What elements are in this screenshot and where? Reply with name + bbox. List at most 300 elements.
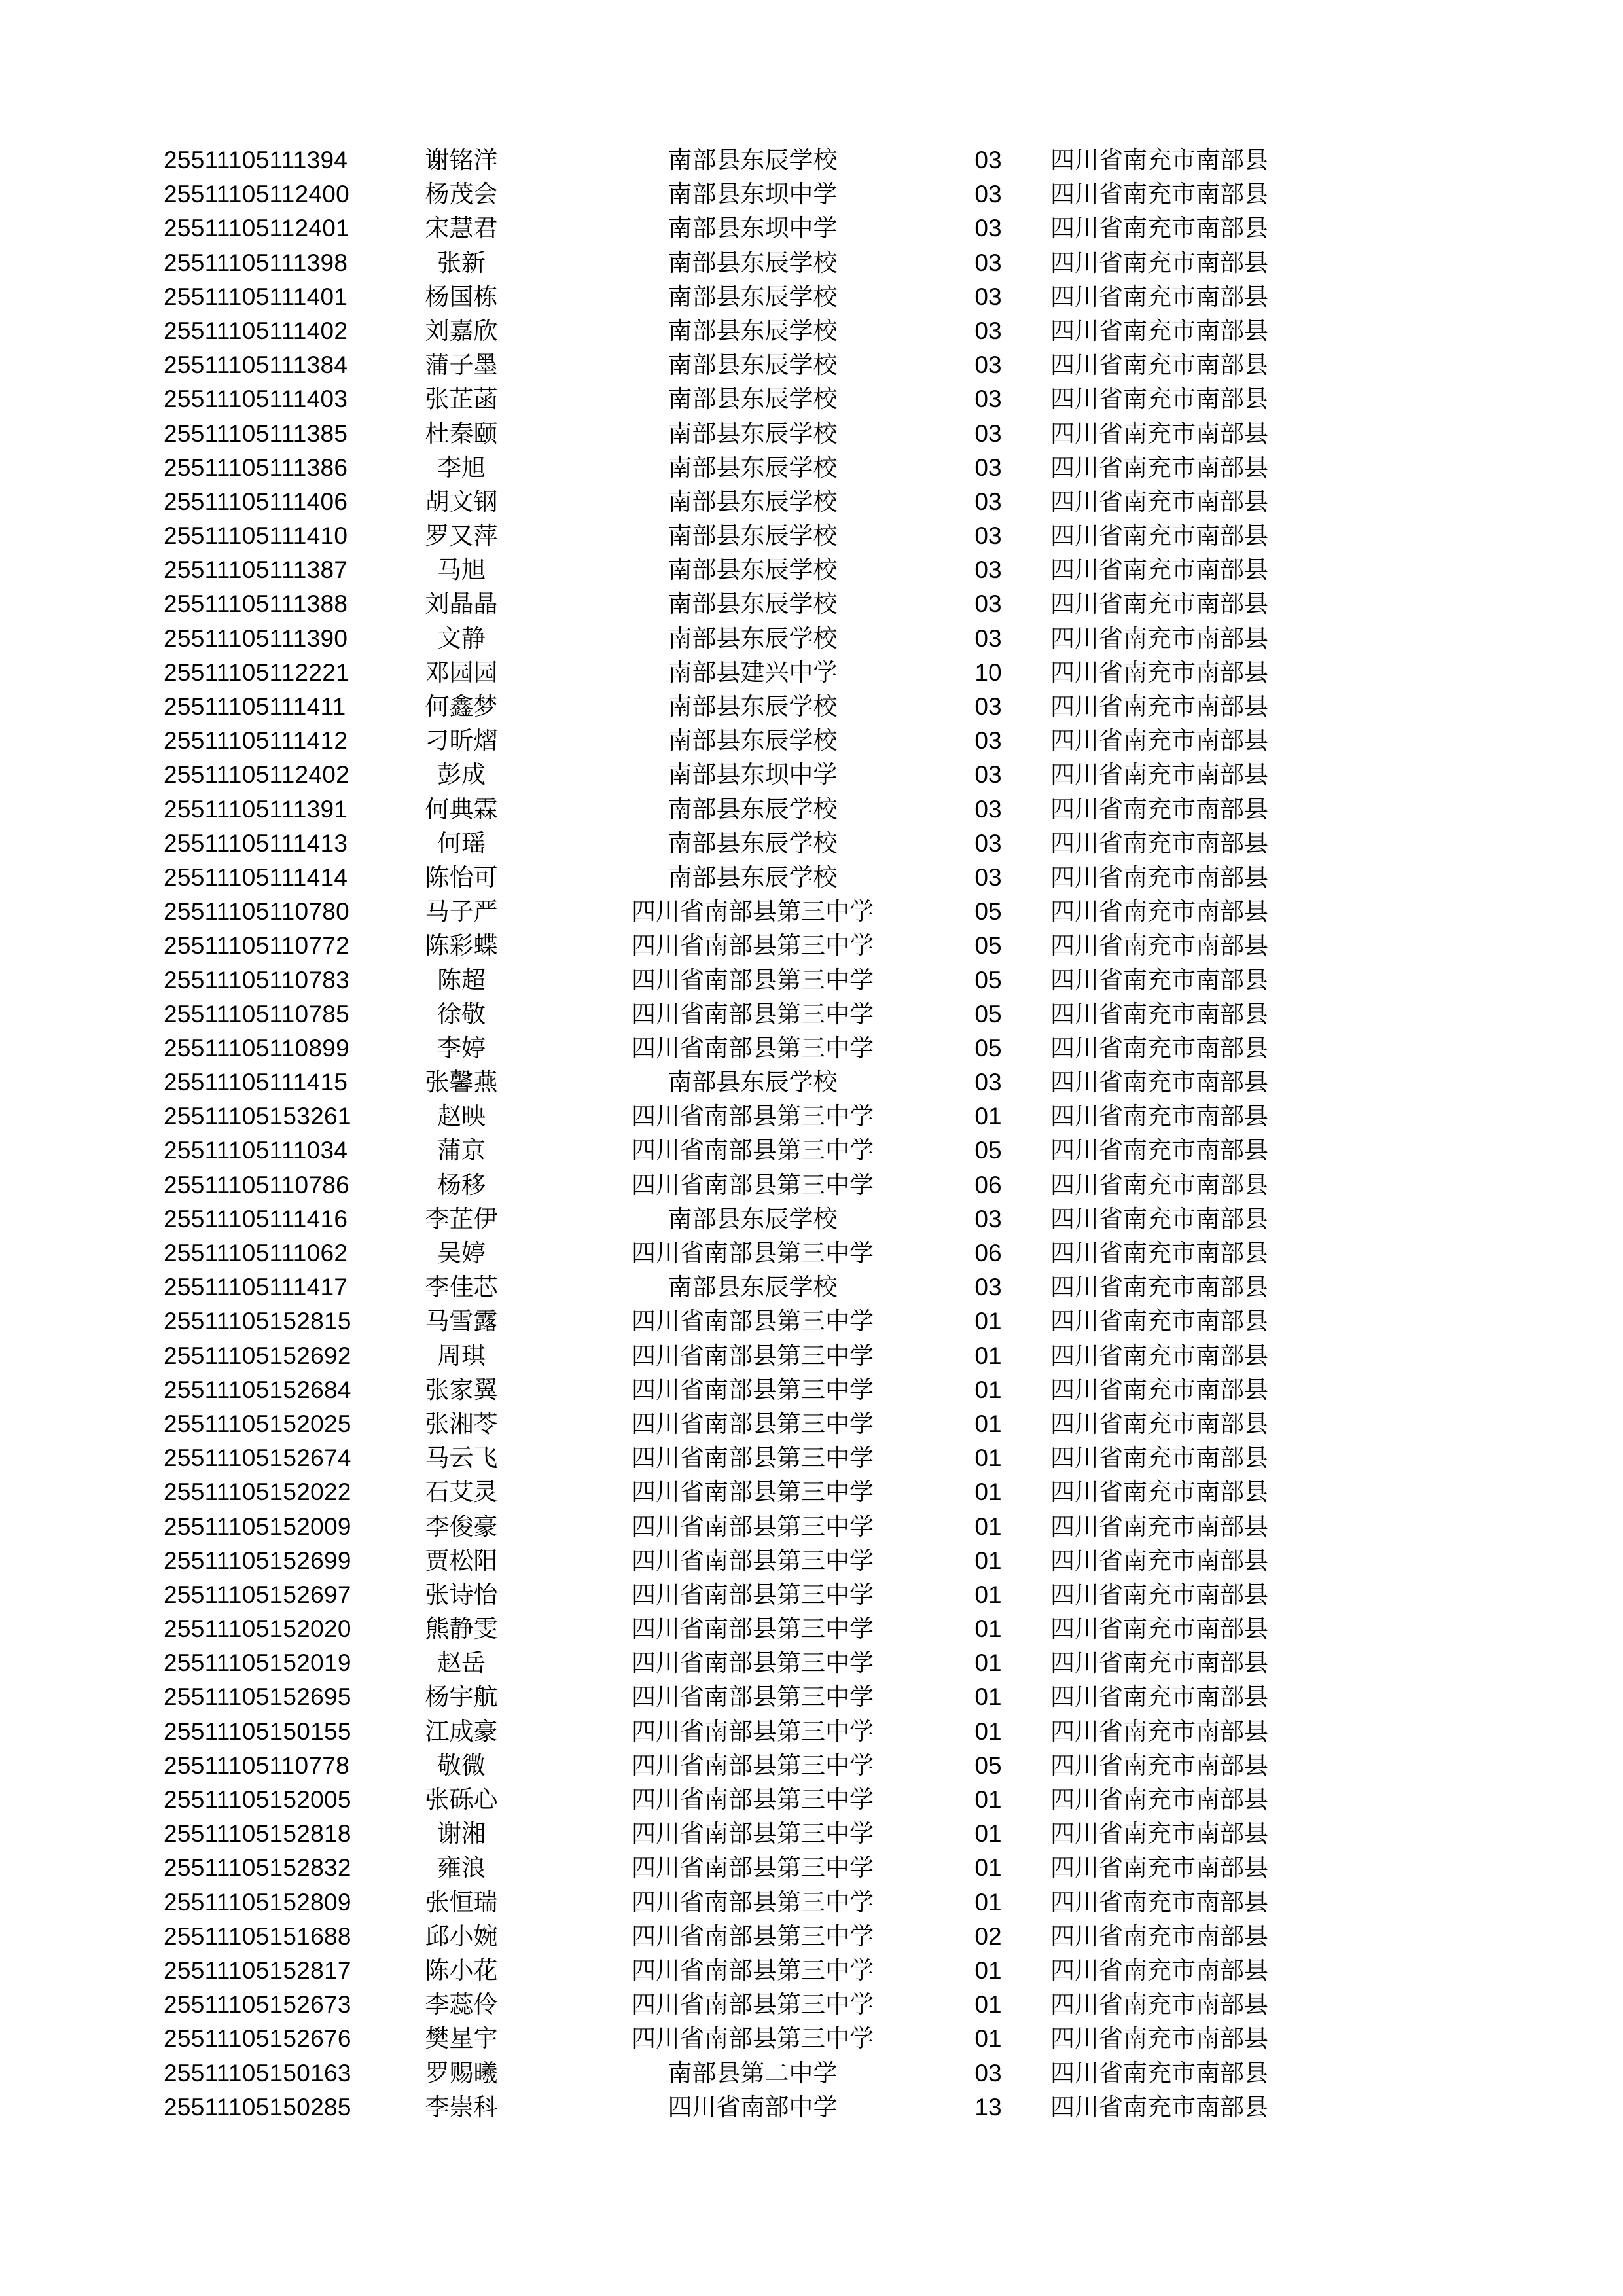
school-name-cell: 南部县东辰学校	[668, 522, 838, 550]
region-cell: 四川省南充市南部县	[1050, 1990, 1268, 2019]
table-row	[0, 963, 1623, 997]
region-cell: 四川省南充市南部县	[1050, 1615, 1268, 1643]
table-row	[0, 861, 1623, 895]
table-row	[0, 1886, 1623, 1920]
student-name-cell: 马云飞	[425, 1444, 498, 1473]
student-id-cell: 25511105152815	[164, 1308, 351, 1335]
school-name-cell: 四川省南部县第三中学	[632, 1444, 874, 1473]
region-cell: 四川省南充市南部县	[1050, 1102, 1268, 1131]
table-row	[0, 1168, 1623, 1202]
student-id-cell: 25511105111390	[164, 624, 348, 652]
school-name-cell: 南部县东辰学校	[668, 385, 838, 414]
table-row	[0, 690, 1623, 724]
table-row	[0, 827, 1623, 861]
category-code-cell: 03	[974, 488, 1002, 515]
category-code-cell: 03	[974, 761, 1002, 789]
student-id-cell: 25511105153261	[164, 1103, 351, 1130]
table-row	[0, 1270, 1623, 1304]
student-id-cell: 25511105112401	[164, 215, 350, 242]
category-code-cell: 01	[974, 2025, 1002, 2053]
student-id-cell: 25511105152832	[164, 1854, 351, 1882]
student-list-table	[0, 143, 1623, 2125]
student-id-cell: 25511105111385	[164, 420, 348, 447]
student-id-cell: 25511105152019	[164, 1649, 351, 1677]
table-row	[0, 2022, 1623, 2056]
table-row	[0, 1817, 1623, 1851]
student-id-cell: 25511105110899	[164, 1034, 350, 1062]
student-name-cell: 杨茂会	[425, 180, 498, 209]
region-cell: 四川省南充市南部县	[1050, 1820, 1268, 1848]
student-name-cell: 张馨燕	[425, 1068, 498, 1097]
category-code-cell: 03	[974, 590, 1002, 618]
student-name-cell: 马雪露	[425, 1307, 498, 1336]
student-name-cell: 赵映	[437, 1102, 486, 1131]
student-name-cell: 贾松阳	[425, 1546, 498, 1575]
school-name-cell: 四川省南部县第三中学	[632, 1375, 874, 1404]
student-name-cell: 徐敬	[437, 999, 486, 1028]
region-cell: 四川省南充市南部县	[1050, 931, 1268, 960]
region-cell: 四川省南充市南部县	[1050, 1375, 1268, 1404]
student-id-cell: 25511105111394	[164, 147, 348, 173]
student-name-cell: 李崇科	[425, 2092, 498, 2121]
school-name-cell: 四川省南部县第三中学	[632, 931, 874, 960]
category-code-cell: 05	[974, 932, 1002, 960]
student-name-cell: 赵岳	[437, 1649, 486, 1677]
category-code-cell: 01	[974, 1854, 1002, 1882]
category-code-cell: 01	[974, 1991, 1002, 2018]
student-id-cell: 25511105111410	[164, 522, 348, 550]
school-name-cell: 四川省南部县第三中学	[632, 1102, 874, 1131]
student-id-cell: 25511105152809	[164, 1888, 351, 1916]
category-code-cell: 01	[974, 1308, 1002, 1335]
student-id-cell: 25511105150155	[164, 1717, 351, 1745]
category-code-cell: 03	[974, 1205, 1002, 1232]
school-name-cell: 南部县东辰学校	[668, 795, 838, 823]
student-name-cell: 何鑫梦	[425, 692, 498, 721]
region-cell: 四川省南充市南部县	[1050, 1273, 1268, 1302]
table-row	[0, 1612, 1623, 1646]
category-code-cell: 03	[974, 2059, 1002, 2087]
student-name-cell: 杨移	[437, 1170, 486, 1199]
school-name-cell: 南部县东坝中学	[668, 180, 838, 209]
student-id-cell: 25511105111388	[164, 590, 348, 618]
table-row	[0, 553, 1623, 587]
region-cell: 四川省南充市南部县	[1050, 1444, 1268, 1473]
school-name-cell: 南部县东辰学校	[668, 556, 838, 584]
student-id-cell: 25511105111406	[164, 488, 348, 515]
table-row	[0, 587, 1623, 621]
category-code-cell: 03	[974, 795, 1002, 823]
school-name-cell: 南部县东辰学校	[668, 248, 838, 277]
student-name-cell: 胡文钢	[425, 487, 498, 516]
school-name-cell: 南部县东辰学校	[668, 692, 838, 721]
table-row	[0, 314, 1623, 348]
school-name-cell: 四川省南部县第三中学	[632, 1409, 874, 1438]
category-code-cell: 03	[974, 283, 1002, 310]
student-id-cell: 25511105152684	[164, 1376, 351, 1403]
category-code-cell: 03	[974, 420, 1002, 447]
student-name-cell: 邓园园	[425, 658, 498, 687]
category-code-cell: 05	[974, 898, 1002, 925]
student-name-cell: 陈怡可	[425, 863, 498, 891]
region-cell: 四川省南充市南部县	[1050, 1922, 1268, 1950]
school-name-cell: 南部县东辰学校	[668, 1273, 838, 1302]
student-id-cell: 25511105111413	[164, 829, 348, 857]
student-id-cell: 25511105111386	[164, 454, 348, 481]
table-row	[0, 1304, 1623, 1338]
school-name-cell: 四川省南部县第三中学	[632, 1854, 874, 1882]
category-code-cell: 03	[974, 351, 1002, 379]
category-code-cell: 13	[974, 2093, 1002, 2121]
school-name-cell: 四川省南部县第三中学	[632, 1307, 874, 1336]
school-name-cell: 南部县东辰学校	[668, 351, 838, 380]
student-name-cell: 谢湘	[437, 1820, 486, 1848]
school-name-cell: 四川省南部县第三中学	[632, 1956, 874, 1984]
region-cell: 四川省南充市南部县	[1050, 1785, 1268, 1814]
student-name-cell: 张砾心	[425, 1785, 498, 1814]
student-name-cell: 邱小婉	[425, 1922, 498, 1950]
table-row	[0, 622, 1623, 656]
category-code-cell: 06	[974, 1171, 1002, 1198]
student-name-cell: 刘嘉欣	[425, 316, 498, 345]
school-name-cell: 南部县东辰学校	[668, 863, 838, 891]
school-name-cell: 南部县东坝中学	[668, 761, 838, 789]
region-cell: 四川省南充市南部县	[1050, 214, 1268, 243]
student-name-cell: 彭成	[437, 761, 486, 789]
region-cell: 四川省南充市南部县	[1050, 1068, 1268, 1097]
school-name-cell: 四川省南部县第三中学	[632, 1033, 874, 1062]
student-id-cell: 25511105152676	[164, 2025, 351, 2053]
table-row	[0, 1578, 1623, 1612]
student-name-cell: 江成豪	[425, 1717, 498, 1746]
school-name-cell: 四川省南部县第三中学	[632, 999, 874, 1028]
student-id-cell: 25511105111414	[164, 863, 348, 891]
region-cell: 四川省南充市南部县	[1050, 2058, 1268, 2087]
school-name-cell: 四川省南部中学	[668, 2092, 838, 2121]
student-id-cell: 25511105150285	[164, 2093, 351, 2121]
region-cell: 四川省南充市南部县	[1050, 1717, 1268, 1746]
student-id-cell: 25511105152020	[164, 1615, 351, 1643]
region-cell: 四川省南充市南部县	[1050, 1956, 1268, 1984]
student-id-cell: 25511105110780	[164, 898, 350, 925]
category-code-cell: 01	[974, 1479, 1002, 1506]
student-id-cell: 25511105152673	[164, 1991, 351, 2018]
student-id-cell: 25511105111384	[164, 351, 348, 379]
category-code-cell: 05	[974, 1137, 1002, 1164]
category-code-cell: 01	[974, 1444, 1002, 1472]
region-cell: 四川省南充市南部县	[1050, 316, 1268, 345]
student-id-cell: 25511105151688	[164, 1922, 351, 1950]
student-id-cell: 25511105112402	[164, 761, 350, 789]
category-code-cell: 03	[974, 454, 1002, 481]
region-cell: 四川省南充市南部县	[1050, 1136, 1268, 1165]
school-name-cell: 四川省南部县第三中学	[632, 1512, 874, 1541]
category-code-cell: 03	[974, 1274, 1002, 1301]
category-code-cell: 03	[974, 1069, 1002, 1096]
table-row	[0, 382, 1623, 416]
category-code-cell: 03	[974, 317, 1002, 344]
region-cell: 四川省南充市南部县	[1050, 1649, 1268, 1677]
student-name-cell: 陈小花	[425, 1956, 498, 1984]
region-cell: 四川省南充市南部县	[1050, 1580, 1268, 1609]
region-cell: 四川省南充市南部县	[1050, 658, 1268, 687]
table-row	[0, 1066, 1623, 1100]
category-code-cell: 03	[974, 863, 1002, 891]
table-row	[0, 1988, 1623, 2022]
school-name-cell: 四川省南部县第三中学	[632, 1922, 874, 1950]
table-row	[0, 519, 1623, 553]
school-name-cell: 四川省南部县第三中学	[632, 1751, 874, 1780]
table-row	[0, 280, 1623, 314]
category-code-cell: 01	[974, 1513, 1002, 1540]
region-cell: 四川省南充市南部县	[1050, 522, 1268, 550]
table-row	[0, 1373, 1623, 1407]
school-name-cell: 南部县东辰学校	[668, 829, 838, 857]
category-code-cell: 03	[974, 249, 1002, 276]
category-code-cell: 10	[974, 658, 1002, 686]
student-name-cell: 蒲子墨	[425, 351, 498, 380]
table-row	[0, 1510, 1623, 1544]
school-name-cell: 四川省南部县第三中学	[632, 1990, 874, 2019]
student-name-cell: 熊静雯	[425, 1615, 498, 1643]
category-code-cell: 03	[974, 215, 1002, 242]
student-id-cell: 25511105111411	[164, 693, 346, 720]
student-id-cell: 25511105152818	[164, 1820, 351, 1848]
student-id-cell: 25511105110772	[164, 932, 350, 960]
table-row	[0, 246, 1623, 280]
student-id-cell: 25511105152025	[164, 1410, 351, 1437]
school-name-cell: 南部县东辰学校	[668, 453, 838, 482]
category-code-cell: 01	[974, 1410, 1002, 1437]
school-name-cell: 四川省南部县第三中学	[632, 1239, 874, 1267]
student-id-cell: 25511105152699	[164, 1547, 351, 1574]
school-name-cell: 四川省南部县第三中学	[632, 1615, 874, 1643]
category-code-cell: 01	[974, 1717, 1002, 1745]
category-code-cell: 03	[974, 522, 1002, 550]
table-row	[0, 485, 1623, 519]
table-row	[0, 143, 1623, 177]
table-row	[0, 895, 1623, 929]
school-name-cell: 南部县东辰学校	[668, 624, 838, 653]
student-id-cell: 25511105111417	[164, 1274, 348, 1301]
student-name-cell: 张恒瑞	[425, 1888, 498, 1916]
region-cell: 四川省南充市南部县	[1050, 761, 1268, 789]
region-cell: 四川省南充市南部县	[1050, 1033, 1268, 1062]
school-name-cell: 南部县东辰学校	[668, 282, 838, 311]
school-name-cell: 四川省南部县第三中学	[632, 2024, 874, 2053]
student-id-cell: 25511105111402	[164, 317, 348, 344]
region-cell: 四川省南充市南部县	[1050, 1478, 1268, 1507]
student-id-cell: 25511105111401	[164, 283, 348, 310]
school-name-cell: 南部县东辰学校	[668, 1068, 838, 1097]
category-code-cell: 03	[974, 386, 1002, 413]
school-name-cell: 四川省南部县第三中学	[632, 1649, 874, 1677]
school-name-cell: 南部县东坝中学	[668, 214, 838, 243]
region-cell: 四川省南充市南部县	[1050, 282, 1268, 311]
category-code-cell: 01	[974, 1683, 1002, 1711]
school-name-cell: 南部县第二中学	[668, 2058, 838, 2087]
school-name-cell: 南部县建兴中学	[668, 658, 838, 687]
category-code-cell: 01	[974, 1649, 1002, 1677]
region-cell: 四川省南充市南部县	[1050, 2092, 1268, 2121]
table-row	[0, 2090, 1623, 2125]
student-id-cell: 25511105152005	[164, 1786, 351, 1813]
student-name-cell: 罗赐曦	[425, 2058, 498, 2087]
school-name-cell: 南部县东辰学校	[668, 316, 838, 345]
student-id-cell: 25511105152692	[164, 1342, 351, 1369]
student-name-cell: 陈超	[437, 965, 486, 994]
student-id-cell: 25511105111415	[164, 1069, 348, 1096]
student-id-cell: 25511105111062	[164, 1240, 348, 1266]
region-cell: 四川省南充市南部县	[1050, 180, 1268, 209]
table-row	[0, 1851, 1623, 1885]
region-cell: 四川省南充市南部县	[1050, 248, 1268, 277]
student-name-cell: 宋慧君	[425, 214, 498, 243]
category-code-cell: 03	[974, 829, 1002, 857]
table-row	[0, 997, 1623, 1031]
region-cell: 四川省南充市南部县	[1050, 795, 1268, 823]
table-row	[0, 1339, 1623, 1373]
student-id-cell: 25511105112400	[164, 181, 350, 208]
category-code-cell: 05	[974, 1751, 1002, 1779]
category-code-cell: 03	[974, 727, 1002, 755]
table-row	[0, 1920, 1623, 1954]
student-name-cell: 文静	[437, 624, 486, 653]
table-row	[0, 1715, 1623, 1749]
student-id-cell: 25511105111034	[164, 1137, 348, 1164]
school-name-cell: 四川省南部县第三中学	[632, 1546, 874, 1575]
student-id-cell: 25511105111412	[164, 727, 348, 755]
region-cell: 四川省南充市南部县	[1050, 829, 1268, 857]
table-row	[0, 451, 1623, 485]
student-id-cell: 25511105110778	[164, 1751, 350, 1779]
student-id-cell: 25511105110786	[164, 1171, 350, 1198]
student-name-cell: 马旭	[437, 556, 486, 584]
school-name-cell: 南部县东辰学校	[668, 726, 838, 755]
school-name-cell: 南部县东辰学校	[668, 487, 838, 516]
table-row	[0, 1680, 1623, 1714]
region-cell: 四川省南充市南部县	[1050, 624, 1268, 653]
category-code-cell: 03	[974, 556, 1002, 584]
student-id-cell: 25511105152674	[164, 1444, 351, 1472]
student-name-cell: 李俊豪	[425, 1512, 498, 1541]
category-code-cell: 05	[974, 1034, 1002, 1062]
student-name-cell: 蒲京	[437, 1136, 486, 1165]
region-cell: 四川省南充市南部县	[1050, 556, 1268, 584]
region-cell: 四川省南充市南部县	[1050, 1888, 1268, 1916]
student-id-cell: 25511105110783	[164, 966, 350, 994]
school-name-cell: 南部县东辰学校	[668, 146, 838, 174]
student-id-cell: 25511105152695	[164, 1683, 351, 1711]
region-cell: 四川省南充市南部县	[1050, 487, 1268, 516]
student-id-cell: 25511105150163	[164, 2059, 351, 2087]
student-name-cell: 马子严	[425, 897, 498, 926]
region-cell: 四川省南充市南部县	[1050, 351, 1268, 380]
table-row	[0, 1783, 1623, 1817]
student-name-cell: 张新	[437, 248, 486, 277]
category-code-cell: 01	[974, 1786, 1002, 1813]
student-name-cell: 李婷	[437, 1033, 486, 1062]
student-id-cell: 25511105110785	[164, 1000, 350, 1028]
region-cell: 四川省南充市南部县	[1050, 999, 1268, 1028]
category-code-cell: 01	[974, 1820, 1002, 1848]
region-cell: 四川省南充市南部县	[1050, 897, 1268, 926]
category-code-cell: 06	[974, 1240, 1002, 1266]
student-name-cell: 何典霖	[425, 795, 498, 823]
school-name-cell: 南部县东辰学校	[668, 419, 838, 448]
region-cell: 四川省南充市南部县	[1050, 692, 1268, 721]
student-name-cell: 陈彩蝶	[425, 931, 498, 960]
school-name-cell: 四川省南部县第三中学	[632, 897, 874, 926]
student-name-cell: 杨宇航	[425, 1683, 498, 1712]
region-cell: 四川省南充市南部县	[1050, 1239, 1268, 1267]
category-code-cell: 01	[974, 1376, 1002, 1403]
region-cell: 四川省南充市南部县	[1050, 1683, 1268, 1712]
category-code-cell: 05	[974, 1000, 1002, 1028]
region-cell: 四川省南充市南部县	[1050, 1307, 1268, 1336]
category-code-cell: 03	[974, 624, 1002, 652]
table-row	[0, 724, 1623, 758]
region-cell: 四川省南充市南部县	[1050, 590, 1268, 619]
student-name-cell: 石艾灵	[425, 1478, 498, 1507]
table-row	[0, 1134, 1623, 1168]
school-name-cell: 南部县东辰学校	[668, 1204, 838, 1233]
category-code-cell: 03	[974, 693, 1002, 720]
student-name-cell: 樊星宇	[425, 2024, 498, 2053]
table-row	[0, 1031, 1623, 1066]
student-id-cell: 25511105111391	[164, 795, 348, 823]
student-id-cell: 25511105152817	[164, 1956, 351, 1984]
student-name-cell: 张湘苓	[425, 1409, 498, 1438]
category-code-cell: 01	[974, 1547, 1002, 1574]
region-cell: 四川省南充市南部县	[1050, 1512, 1268, 1541]
category-code-cell: 03	[974, 147, 1002, 173]
category-code-cell: 01	[974, 1103, 1002, 1130]
table-row	[0, 929, 1623, 963]
region-cell: 四川省南充市南部县	[1050, 1546, 1268, 1575]
student-name-cell: 张家翼	[425, 1375, 498, 1404]
region-cell: 四川省南充市南部县	[1050, 1170, 1268, 1199]
table-row	[0, 1202, 1623, 1236]
student-id-cell: 25511105152697	[164, 1581, 351, 1608]
school-name-cell: 四川省南部县第三中学	[632, 1888, 874, 1916]
student-name-cell: 李芷伊	[425, 1204, 498, 1233]
student-id-cell: 25511105111398	[164, 249, 348, 276]
table-row	[0, 417, 1623, 451]
region-cell: 四川省南充市南部县	[1050, 2024, 1268, 2053]
category-code-cell: 01	[974, 1615, 1002, 1643]
school-name-cell: 四川省南部县第三中学	[632, 1717, 874, 1746]
student-id-cell: 25511105112221	[164, 658, 350, 686]
region-cell: 四川省南充市南部县	[1050, 1204, 1268, 1233]
category-code-cell: 05	[974, 966, 1002, 994]
student-name-cell: 刘晶晶	[425, 590, 498, 619]
student-name-cell: 张诗怡	[425, 1580, 498, 1609]
student-id-cell: 25511105111403	[164, 386, 348, 413]
student-id-cell: 25511105152022	[164, 1479, 351, 1506]
student-name-cell: 何瑶	[437, 829, 486, 857]
region-cell: 四川省南充市南部县	[1050, 419, 1268, 448]
table-row	[0, 758, 1623, 792]
student-name-cell: 敬微	[437, 1751, 486, 1780]
table-row	[0, 793, 1623, 827]
table-row	[0, 2056, 1623, 2090]
student-name-cell: 谢铭洋	[425, 146, 498, 174]
table-row	[0, 1407, 1623, 1441]
school-name-cell: 四川省南部县第三中学	[632, 1136, 874, 1165]
school-name-cell: 四川省南部县第三中学	[632, 1820, 874, 1848]
student-id-cell: 25511105111387	[164, 556, 348, 584]
